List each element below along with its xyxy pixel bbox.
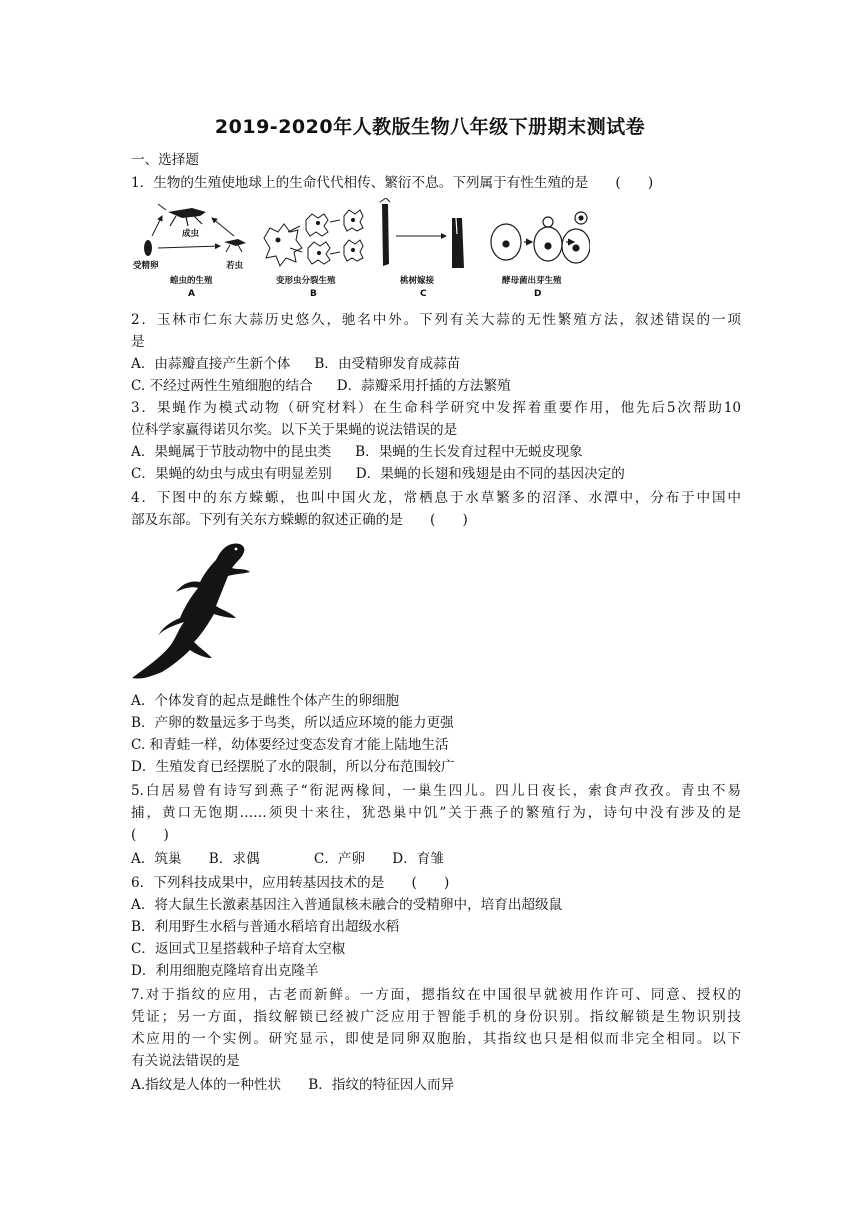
q3-option-c: C．果蝇的幼虫与成虫有明显差别 xyxy=(131,466,332,482)
q3-option-b: B．果蝇的生长发育过程中无蜕皮现象 xyxy=(355,444,583,460)
q6-option-a: A．将大鼠生长激素基因注入普通鼠核未融合的受精卵中，培育出超级鼠 xyxy=(131,897,563,913)
q1-stem: 1．生物的生殖使地球上的生命代代相传、繁衍不息。下列属于有性生殖的是 ( ) xyxy=(131,175,654,191)
q2-option-c: C. 不经过两性生殖细胞的结合 xyxy=(131,378,313,394)
q4-option-c: C. 和青蛙一样，幼体要经过变态发育才能上陆地生活 xyxy=(131,737,449,753)
panel-d-yeast-budding xyxy=(491,217,588,261)
caption-b: 变形虫分裂生殖 xyxy=(276,276,336,286)
scion-icon xyxy=(382,204,389,266)
q4-stem-line2: 部及东部。下列有关东方蝾螈的叙述正确的是 ( ) xyxy=(131,512,468,528)
q7-options: A.指纹是人体的一种性状 B．指纹的特征因人而异 xyxy=(131,1077,455,1093)
caption-d: 酵母菌出芽生殖 xyxy=(502,276,562,286)
label-egg: 受精卵 xyxy=(133,261,159,271)
q3-options-cd xyxy=(131,463,741,485)
q7-stem-line2: 凭证；另一方面，指纹解锁已经被广泛应用于智能手机的身份识别。指纹解锁是生物识别技 xyxy=(131,1009,741,1025)
section-heading: 一、选择题 xyxy=(131,152,199,168)
panel-a-locust-cycle xyxy=(133,204,246,299)
q2-stem-line2: 是 xyxy=(131,334,145,350)
q5-options: A．筑巢 B．求偶 C．产卵 D．育雏 xyxy=(131,851,444,867)
yeast-daughter-icon xyxy=(562,212,590,263)
amoeba-icon xyxy=(264,224,302,266)
q2-stem-line1: 2．玉林市仁东大蒜历史悠久，驰名中外。下列有关大蒜的无性繁殖方法，叙述错误的一项 xyxy=(131,312,741,328)
caption-c: 桃树嫁接 xyxy=(400,276,435,286)
q2-option-d: D．蒜瓣采用扦插的方法繁殖 xyxy=(336,378,511,394)
q6-option-c: C．返回式卫星搭载种子培育太空椒 xyxy=(131,941,346,957)
newt-eye-icon xyxy=(235,548,238,551)
amoeba-daughter-icon xyxy=(344,210,363,261)
q3-stem-line1: 3．果蝇作为模式动物（研究材料）在生命科学研究中发挥着重要作用，他先后5次帮助10 xyxy=(131,400,741,416)
q5-stem-line3: ( ) xyxy=(131,827,169,843)
q2-option-a: A．由蒜瓣直接产生新个体 xyxy=(131,356,291,372)
q6-option-d: D．利用细胞克隆培育出克隆羊 xyxy=(131,963,319,979)
q6-stem: 6．下列科技成果中，应用转基因技术的是 ( ) xyxy=(131,875,450,891)
q7-stem-line1: 7.对于指纹的应用，古老而新鲜。一方面，摁指纹在中国很早就被用作许可、同意、授权的 xyxy=(131,987,741,1003)
letter-b: B xyxy=(310,289,317,299)
q7-stem-line4: 有关说法错误的是 xyxy=(131,1053,240,1069)
exam-title: 2019-2020年人教版生物八年级下册期末测试卷 xyxy=(214,116,646,138)
oriental-newt-photo xyxy=(128,538,253,683)
egg-icon xyxy=(144,240,152,256)
q2-options-ab xyxy=(131,353,741,375)
panel-c-grafting xyxy=(380,198,464,268)
caption-a: 蝗虫的生殖 xyxy=(170,276,213,286)
q4-option-a: A．个体发育的起点是雌性个体产生的卵细胞 xyxy=(131,693,400,709)
nymph-locust-icon xyxy=(224,239,246,252)
label-nymph: 若虫 xyxy=(226,261,244,271)
q3-option-a: A．果蝇属于节肢动物中的昆虫类 xyxy=(131,444,332,460)
adult-locust-icon xyxy=(158,204,206,226)
q1-reproduction-figure xyxy=(130,198,590,303)
q7-stem-line3: 术应用的一个实例。研究显示，即使是同卵双胞胎，其指纹也只是相似而非完全相同。以下 xyxy=(131,1031,741,1047)
letter-c: C xyxy=(420,289,427,299)
rootstock-icon xyxy=(452,218,464,268)
q4-stem-line1: 4．下图中的东方蝾螈，也叫中国火龙，常栖息于水草繁多的沼泽、水潭中，分布于中国中 xyxy=(131,490,741,506)
q4-option-b: B．产卵的数量远多于鸟类，所以适应环境的能力更强 xyxy=(131,715,454,731)
q5-stem-line2: 捕，黄口无饱期……须臾十来往，犹恐巢中饥”关于燕子的繁殖行为，诗句中没有涉及的是 xyxy=(131,805,741,821)
letter-a: A xyxy=(188,289,195,299)
q5-stem-line1: 5.白居易曾有诗写到燕子“衔泥两椽间，一巢生四儿。四儿日夜长，索食声孜孜。青虫不易 xyxy=(131,783,741,799)
label-adult: 成虫 xyxy=(182,229,200,239)
panel-b-amoeba-division xyxy=(264,210,363,266)
q3-options-ab xyxy=(131,441,741,463)
q3-stem-line2: 位科学家赢得诺贝尔奖。以下关于果蝇的说法错误的是 xyxy=(131,422,458,438)
q2-options-cd xyxy=(131,375,741,397)
q6-option-b: B．利用野生水稻与普通水稻培育出超级水稻 xyxy=(131,919,400,935)
q2-option-b: B．由受精卵发育成蒜苗 xyxy=(314,356,461,372)
letter-d: D xyxy=(534,289,542,299)
q4-option-d: D．生殖发育已经摆脱了水的限制，所以分布范围较广 xyxy=(131,759,455,775)
newt-silhouette-icon xyxy=(132,543,250,678)
q3-option-d: D．果蝇的长翅和残翅是由不同的基因决定的 xyxy=(355,466,625,482)
